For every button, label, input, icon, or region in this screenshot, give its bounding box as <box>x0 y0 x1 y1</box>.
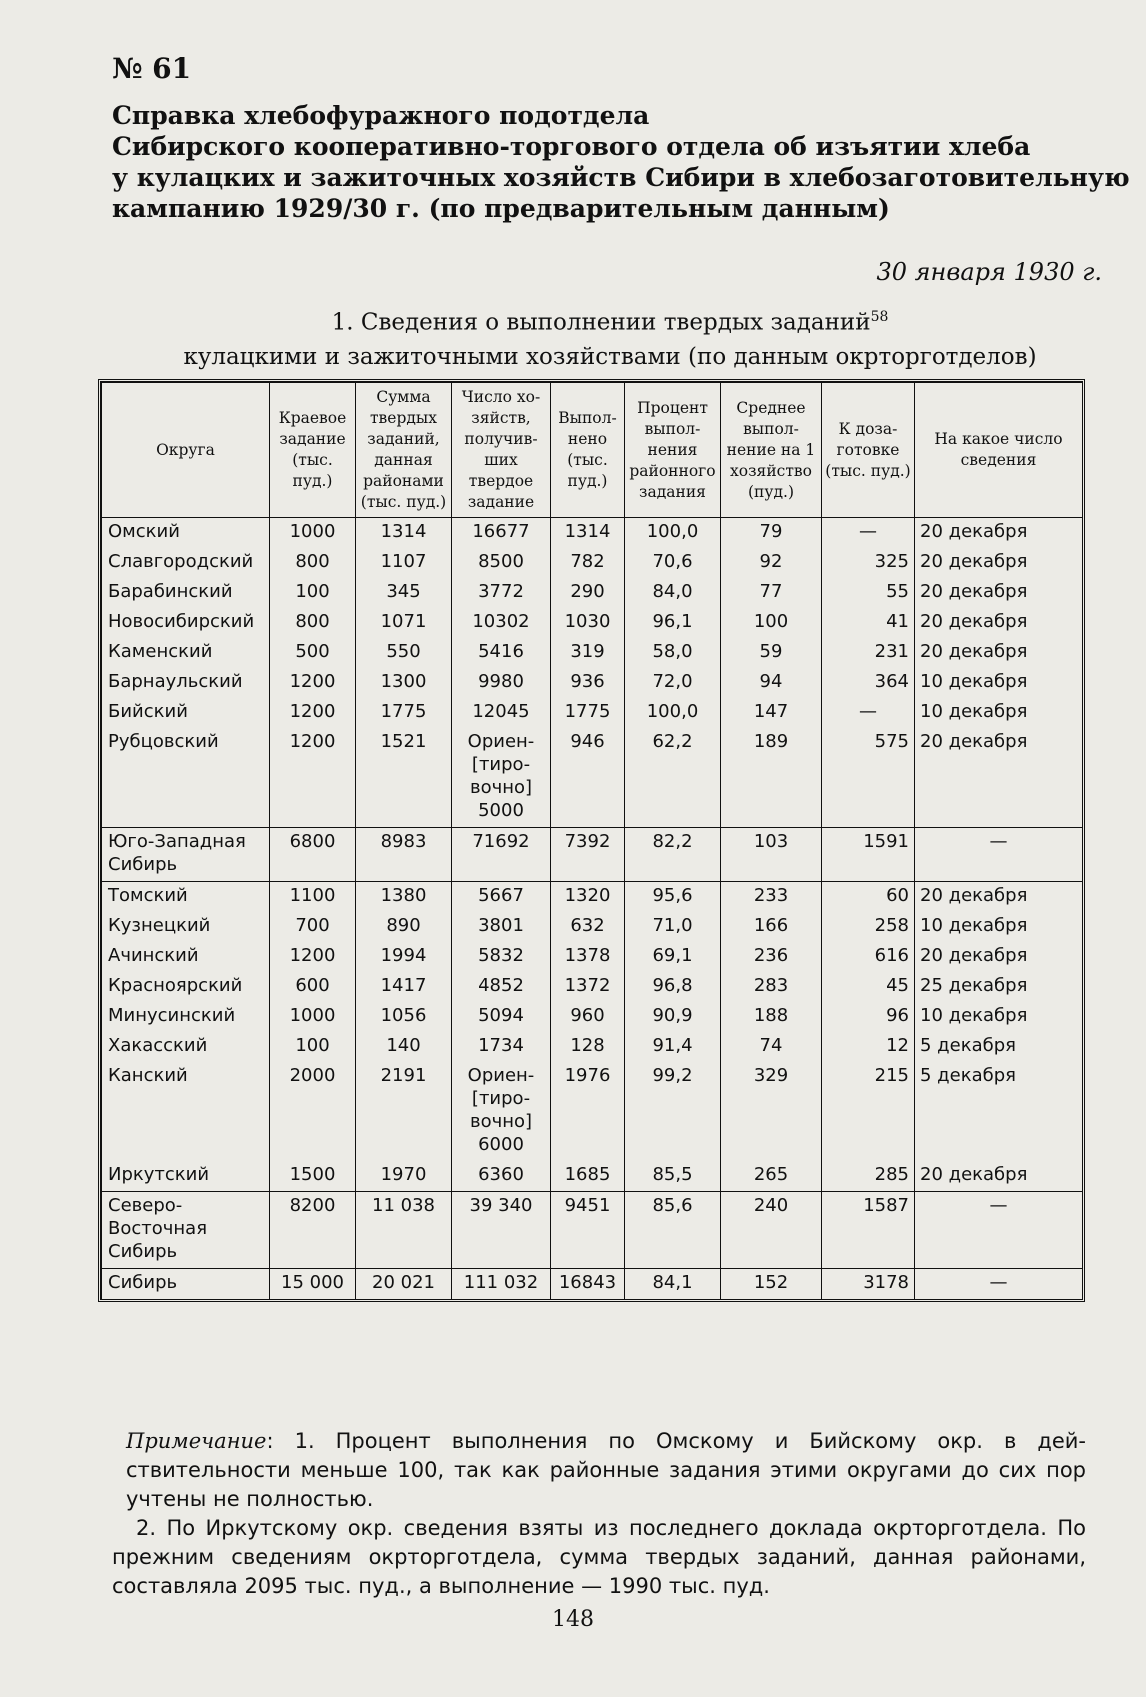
table-row <box>102 942 1083 972</box>
title-line: кампанию 1929/30 г. (по предварительным данным) <box>112 194 890 223</box>
table-cell: 84,0 <box>625 578 721 608</box>
table-row <box>102 882 1083 913</box>
page-number: 148 <box>552 1607 594 1632</box>
table-cell: 700 <box>270 912 356 942</box>
okrug-cell: Рубцовский <box>102 728 270 828</box>
table-cell: 290 <box>551 578 625 608</box>
okrug-cell: Хакасский <box>102 1032 270 1062</box>
table-cell: 5667 <box>452 882 551 913</box>
table-cell: 92 <box>721 548 822 578</box>
table-cell: 1056 <box>356 1002 452 1032</box>
table-cell: 100 <box>270 578 356 608</box>
table-cell: 95,6 <box>625 882 721 913</box>
document-number: № 61 <box>112 52 192 85</box>
document-title <box>112 100 1130 224</box>
okrug-cell: Славгородский <box>102 548 270 578</box>
table-cell: 231 <box>822 638 915 668</box>
table-body <box>102 518 1083 1300</box>
column-header: К дозаготовке (тыс. пуд.) <box>822 383 915 518</box>
table-cell: 600 <box>270 972 356 1002</box>
table-row <box>102 1032 1083 1062</box>
table-cell: 9980 <box>452 668 551 698</box>
table-cell: 240 <box>721 1192 822 1269</box>
table-cell: 1000 <box>270 1002 356 1032</box>
table-cell: 1200 <box>270 698 356 728</box>
table-cell: 1200 <box>270 728 356 828</box>
table-cell: 71692 <box>452 828 551 882</box>
table-cell: 8983 <box>356 828 452 882</box>
table-cell: 946 <box>551 728 625 828</box>
column-header: Выполнено (тыс. пуд.) <box>551 383 625 518</box>
table-cell: 329 <box>721 1062 822 1161</box>
table-cell: 166 <box>721 912 822 942</box>
table-cell: 1775 <box>356 698 452 728</box>
table-cell: — <box>822 518 915 549</box>
table-cell: 285 <box>822 1161 915 1192</box>
okrug-cell: Сибирь <box>102 1269 270 1300</box>
table-cell: 936 <box>551 668 625 698</box>
table-cell: 25 декабря <box>915 972 1083 1002</box>
column-header: На какое число сведения <box>915 383 1083 518</box>
table-cell: 800 <box>270 548 356 578</box>
table-cell: 147 <box>721 698 822 728</box>
table-row <box>102 638 1083 668</box>
table-cell: 2000 <box>270 1062 356 1161</box>
okrug-cell: Омский <box>102 518 270 549</box>
column-header: Число хозяйств, получивших твердое задание <box>452 383 551 518</box>
note-1 <box>126 1427 1086 1514</box>
okrug-cell: Красноярский <box>102 972 270 1002</box>
table-cell: 632 <box>551 912 625 942</box>
table-cell: 1030 <box>551 608 625 638</box>
table-row <box>102 518 1083 549</box>
table-cell: 111 032 <box>452 1269 551 1300</box>
table-cell: 69,1 <box>625 942 721 972</box>
okrug-cell: Каменский <box>102 638 270 668</box>
table-cell: 84,1 <box>625 1269 721 1300</box>
table-cell: 1521 <box>356 728 452 828</box>
table-cell: 152 <box>721 1269 822 1300</box>
table-row <box>102 1161 1083 1192</box>
table-cell: 233 <box>721 882 822 913</box>
okrug-cell: Томский <box>102 882 270 913</box>
table-cell: 1380 <box>356 882 452 913</box>
table-cell: 16843 <box>551 1269 625 1300</box>
table-cell: 10 декабря <box>915 912 1083 942</box>
table-cell: 4852 <box>452 972 551 1002</box>
table-cell: 3801 <box>452 912 551 942</box>
table-cell: 55 <box>822 578 915 608</box>
table-row <box>102 548 1083 578</box>
section-heading-line1: 1. Сведения о выполнении твердых заданий <box>331 309 871 336</box>
table-cell: 45 <box>822 972 915 1002</box>
table-cell: 1100 <box>270 882 356 913</box>
column-header: Среднее выполнение на 1 хозяйство (пуд.) <box>721 383 822 518</box>
table-cell: 62,2 <box>625 728 721 828</box>
table-header-row <box>102 383 1083 518</box>
section-heading <box>140 300 1080 374</box>
table-cell: 1734 <box>452 1032 551 1062</box>
table-cell: 12045 <box>452 698 551 728</box>
table-cell: 575 <box>822 728 915 828</box>
table-cell: 10 декабря <box>915 668 1083 698</box>
table-cell: 236 <box>721 942 822 972</box>
table-cell: 1587 <box>822 1192 915 1269</box>
table-cell: 20 декабря <box>915 638 1083 668</box>
okrug-cell: Новосибирский <box>102 608 270 638</box>
table-cell: 99,2 <box>625 1062 721 1161</box>
column-header: Сумма твердых заданий, данная районами (тыс. пуд.) <box>356 383 452 518</box>
table-cell: 20 декабря <box>915 578 1083 608</box>
table-row <box>102 1269 1083 1300</box>
table-cell: 1107 <box>356 548 452 578</box>
table-cell: 103 <box>721 828 822 882</box>
table-cell: 20 декабря <box>915 942 1083 972</box>
table-cell: 128 <box>551 1032 625 1062</box>
table-cell: 10 декабря <box>915 698 1083 728</box>
table-row <box>102 972 1083 1002</box>
table-cell: 1000 <box>270 518 356 549</box>
table-cell: 20 декабря <box>915 882 1083 913</box>
table-cell: 72,0 <box>625 668 721 698</box>
table-cell: 1775 <box>551 698 625 728</box>
table-cell: 20 декабря <box>915 728 1083 828</box>
title-line: у кулацких и зажиточных хозяйств Сибири в хлебозаготовительную <box>112 163 1130 192</box>
table-cell: 11 038 <box>356 1192 452 1269</box>
table-row <box>102 1192 1083 1269</box>
table-cell: 15 000 <box>270 1269 356 1300</box>
data-table <box>101 382 1083 1299</box>
table-cell: 5094 <box>452 1002 551 1032</box>
table-row <box>102 728 1083 828</box>
table-cell: 41 <box>822 608 915 638</box>
table-cell: 8500 <box>452 548 551 578</box>
table-cell: 1417 <box>356 972 452 1002</box>
table-cell: 215 <box>822 1062 915 1161</box>
table-cell: 71,0 <box>625 912 721 942</box>
table-cell: 100,0 <box>625 518 721 549</box>
table-cell: 85,5 <box>625 1161 721 1192</box>
table-cell: 325 <box>822 548 915 578</box>
footnote-ref: 58 <box>870 309 889 325</box>
table-cell: 364 <box>822 668 915 698</box>
table-cell: 5832 <box>452 942 551 972</box>
table-cell: 283 <box>721 972 822 1002</box>
table-cell: 1300 <box>356 668 452 698</box>
table-cell: 258 <box>822 912 915 942</box>
table-cell: 345 <box>356 578 452 608</box>
table-cell: 12 <box>822 1032 915 1062</box>
table-cell: 6800 <box>270 828 356 882</box>
table-cell: 1994 <box>356 942 452 972</box>
table-cell: 77 <box>721 578 822 608</box>
table-cell: 20 021 <box>356 1269 452 1300</box>
table-cell: 5 декабря <box>915 1062 1083 1161</box>
data-table-frame <box>98 379 1085 1302</box>
table-cell: 79 <box>721 518 822 549</box>
table-cell: 616 <box>822 942 915 972</box>
okrug-cell: Барабинский <box>102 578 270 608</box>
table-cell: 265 <box>721 1161 822 1192</box>
table-cell: 90,9 <box>625 1002 721 1032</box>
okrug-cell: Бийский <box>102 698 270 728</box>
table-row <box>102 1002 1083 1032</box>
okrug-cell: Юго-Западная Сибирь <box>102 828 270 882</box>
table-cell: 20 декабря <box>915 518 1083 549</box>
table-cell: 140 <box>356 1032 452 1062</box>
table-cell: 1500 <box>270 1161 356 1192</box>
table-cell: 96,8 <box>625 972 721 1002</box>
table-cell: 2191 <box>356 1062 452 1161</box>
table-cell: 74 <box>721 1032 822 1062</box>
title-line: Справка хлебофуражного подотдела <box>112 101 650 130</box>
okrug-cell: Барнаульский <box>102 668 270 698</box>
table-row <box>102 578 1083 608</box>
okrug-cell: Канский <box>102 1062 270 1161</box>
section-heading-line2: кулацкими и зажиточными хозяйствами (по данным окрторготделов) <box>183 343 1037 370</box>
table-cell: 20 декабря <box>915 548 1083 578</box>
table-cell: 96 <box>822 1002 915 1032</box>
column-header: Округа <box>102 383 270 518</box>
table-cell: 60 <box>822 882 915 913</box>
table-cell: 6360 <box>452 1161 551 1192</box>
table-cell: 20 декабря <box>915 608 1083 638</box>
table-row <box>102 608 1083 638</box>
table-cell: 5416 <box>452 638 551 668</box>
table-cell: 91,4 <box>625 1032 721 1062</box>
table-cell: 1071 <box>356 608 452 638</box>
table-cell: 1314 <box>356 518 452 549</box>
table-cell: Ориен- [тиро- вочно] 5000 <box>452 728 551 828</box>
table-cell: 1976 <box>551 1062 625 1161</box>
table-cell: — <box>915 1192 1083 1269</box>
table-cell: 1372 <box>551 972 625 1002</box>
table-cell: 96,1 <box>625 608 721 638</box>
okrug-cell: Кузнецкий <box>102 912 270 942</box>
column-header: Процент выполнения районного задания <box>625 383 721 518</box>
table-cell: — <box>915 1269 1083 1300</box>
title-line: Сибирского кооперативно-торгового отдела об изъятии хлеба <box>112 132 1031 161</box>
table-cell: 20 декабря <box>915 1161 1083 1192</box>
table-cell: 82,2 <box>625 828 721 882</box>
table-cell: 1970 <box>356 1161 452 1192</box>
table-cell: 94 <box>721 668 822 698</box>
table-cell: 1685 <box>551 1161 625 1192</box>
table-cell: 9451 <box>551 1192 625 1269</box>
okrug-cell: Минусинский <box>102 1002 270 1032</box>
table-cell: — <box>915 828 1083 882</box>
note-label: Примечание <box>126 1429 267 1453</box>
table-cell: 100,0 <box>625 698 721 728</box>
table-cell: 3178 <box>822 1269 915 1300</box>
okrug-cell: Ачинский <box>102 942 270 972</box>
table-cell: 10 декабря <box>915 1002 1083 1032</box>
table-cell: 319 <box>551 638 625 668</box>
table-cell: 500 <box>270 638 356 668</box>
table-cell: 100 <box>270 1032 356 1062</box>
table-cell: 1200 <box>270 942 356 972</box>
table-cell: 3772 <box>452 578 551 608</box>
table-row <box>102 668 1083 698</box>
table-cell: 100 <box>721 608 822 638</box>
table-cell: 85,6 <box>625 1192 721 1269</box>
table-cell: 1591 <box>822 828 915 882</box>
table-cell: 70,6 <box>625 548 721 578</box>
table-cell: 1320 <box>551 882 625 913</box>
table-cell: 960 <box>551 1002 625 1032</box>
table-cell: 189 <box>721 728 822 828</box>
column-header: Краевое задание (тыс. пуд.) <box>270 383 356 518</box>
table-cell: 1314 <box>551 518 625 549</box>
table-cell: 8200 <box>270 1192 356 1269</box>
okrug-cell: Северо- Восточная Сибирь <box>102 1192 270 1269</box>
notes <box>112 1427 1086 1601</box>
table-cell: 550 <box>356 638 452 668</box>
note-2: 2. По Иркутскому окр. сведения взяты из последнего доклада окрторготдела. По прежним сведениям окрторготдела, сумма твердых заданий, данная районами, составляла 2095 тыс. пуд., а выполнение — 1990 тыс. пуд. <box>112 1516 1086 1598</box>
table-cell: 188 <box>721 1002 822 1032</box>
table-cell: 7392 <box>551 828 625 882</box>
table-cell: 59 <box>721 638 822 668</box>
table-cell: 10302 <box>452 608 551 638</box>
table-cell: 5 декабря <box>915 1032 1083 1062</box>
table-cell: 1378 <box>551 942 625 972</box>
note-1-text: : 1. Процент выполнения по Омскому и Бийскому окр. в действительности меньше 100, так как районные задания этими округами до сих пор учтены не полностью. <box>126 1429 1086 1511</box>
table-cell: 782 <box>551 548 625 578</box>
document-date: 30 января 1930 г. <box>876 258 1102 286</box>
table-cell: 58,0 <box>625 638 721 668</box>
table-row <box>102 698 1083 728</box>
table-row <box>102 828 1083 882</box>
table-cell: 39 340 <box>452 1192 551 1269</box>
table-cell: 800 <box>270 608 356 638</box>
table-row <box>102 912 1083 942</box>
okrug-cell: Иркутский <box>102 1161 270 1192</box>
table-cell: Ориен- [тиро- вочно] 6000 <box>452 1062 551 1161</box>
table-cell: 1200 <box>270 668 356 698</box>
table-row <box>102 1062 1083 1161</box>
table-cell: 890 <box>356 912 452 942</box>
table-cell: — <box>822 698 915 728</box>
table-cell: 16677 <box>452 518 551 549</box>
